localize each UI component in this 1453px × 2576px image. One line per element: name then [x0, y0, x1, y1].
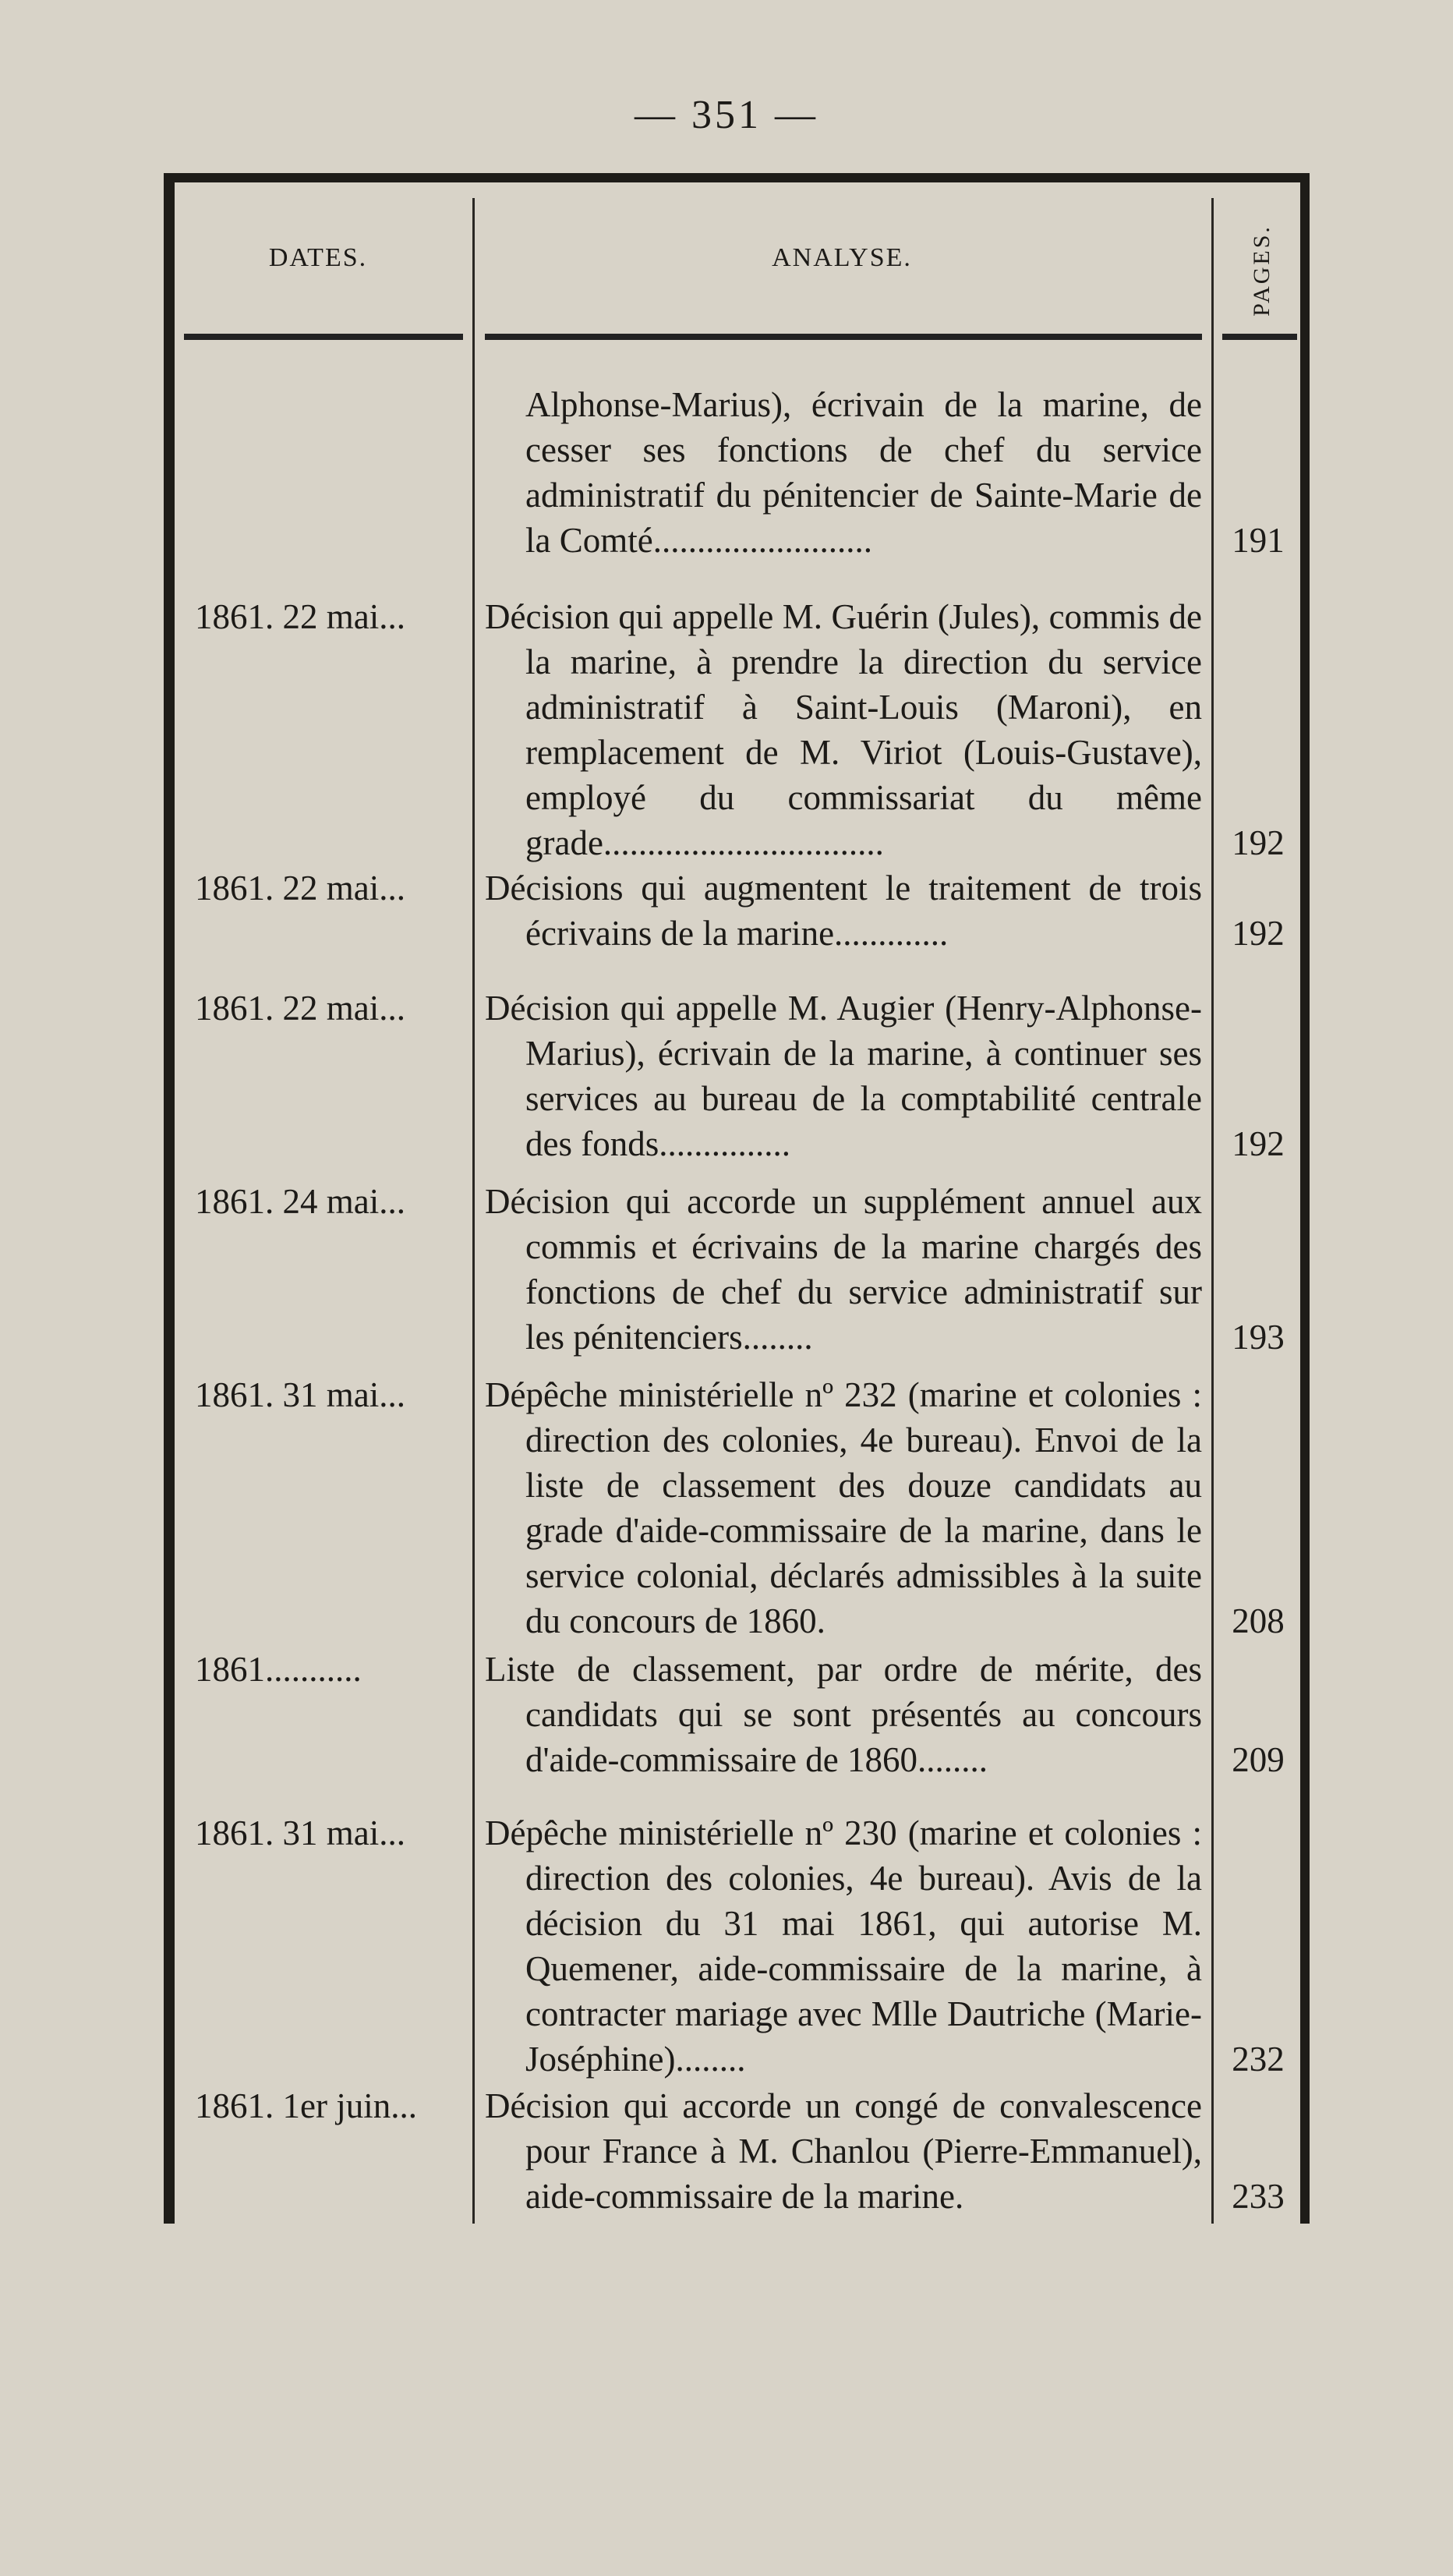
entry-page: 209: [1232, 1740, 1285, 1779]
entry-analysis: Dépêche ministérielle nº 230 (marine et colonies : direction des colonies, 4e bureau). Avis de la décision du 31 mai 1861, qui autorise M. Quemener, aide-commissaire de la marine, à contracter mariage avec Mlle Dautriche (Marie-Joséphine)........: [485, 1813, 1202, 2079]
entry-date: 1861. 24 mai...: [195, 1182, 405, 1221]
entry-analysis: Liste de classement, par ordre de mérite, des candidats qui se sont présentés au concours d'aide-commissaire de 1860........: [485, 1650, 1202, 1779]
header-rule-analyse: [485, 334, 1202, 340]
table-left-rule: [164, 173, 175, 2224]
entry-analysis: Décision qui accorde un congé de convalescence pour France à M. Chanlou (Pierre-Emmanuel), aide-commissaire de la marine.: [485, 2086, 1202, 2216]
entry-analysis: Décision qui appelle M. Guérin (Jules), commis de la marine, à prendre la direction du service administratif à Saint-Louis (Maroni), en remplacement de M. Viriot (Louis-Gustave), employé du commissariat du même grade................................: [485, 597, 1202, 862]
entry-date: 1861. 1er juin...: [195, 2086, 417, 2125]
pages-column-separator: [1211, 198, 1214, 2224]
page-number: — 351 —: [635, 93, 818, 137]
entry-page: 208: [1232, 1601, 1285, 1640]
entry-analysis: Décision qui accorde un supplément annuel aux commis et écrivains de la marine chargés des fonctions de chef du service administratif sur les pénitenciers........: [485, 1182, 1202, 1357]
entry-page: 192: [1232, 1124, 1285, 1163]
index-table: [164, 173, 1310, 2224]
header-rule-pages: [1222, 334, 1297, 340]
dates-header: DATES.: [268, 243, 368, 272]
pages-header: PAGES.: [1249, 225, 1274, 317]
entry-analysis: Décisions qui augmentent le traitement de trois écrivains de la marine.............: [485, 869, 1202, 953]
entry-date: 1861. 31 mai...: [195, 1375, 405, 1414]
table-top-rule: [164, 173, 1310, 182]
pages-header-cell: [1227, 204, 1297, 337]
entry-page: 193: [1232, 1318, 1285, 1357]
entry-page: 233: [1232, 2177, 1285, 2216]
entry-date: 1861. 22 mai...: [195, 869, 405, 908]
entry-date: 1861. 31 mai...: [195, 1813, 405, 1852]
entry-analysis: Décision qui appelle M. Augier (Henry-Alphonse-Marius), écrivain de la marine, à continuer ses services au bureau de la comptabilité centrale des fonds...............: [485, 989, 1202, 1163]
entry-date: 1861...........: [195, 1650, 362, 1689]
analyse-header: ANALYSE.: [772, 243, 912, 272]
table-right-rule: [1300, 173, 1310, 2224]
entry-analysis: Alphonse-Marius), écrivain de la marine, de cesser ses fonctions de chef du service administratif du pénitencier de Sainte-Marie de la Comté.........................: [525, 385, 1202, 560]
entry-date: 1861. 22 mai...: [195, 597, 405, 636]
entry-page: 191: [1232, 521, 1285, 560]
dates-column-separator: [472, 198, 475, 2224]
entry-page: 232: [1232, 2040, 1285, 2079]
entry-analysis: Dépêche ministérielle nº 232 (marine et colonies : direction des colonies, 4e bureau). Envoi de la liste de classement des douze candidats au grade d'aide-commissaire de la marine, dans le service colonial, déclarés admissibles à la suite du concours de 1860.: [485, 1375, 1202, 1640]
entry-page: 192: [1232, 823, 1285, 862]
entry-page: 192: [1232, 914, 1285, 953]
header-rule-dates: [184, 334, 463, 340]
entry-date: 1861. 22 mai...: [195, 989, 405, 1028]
